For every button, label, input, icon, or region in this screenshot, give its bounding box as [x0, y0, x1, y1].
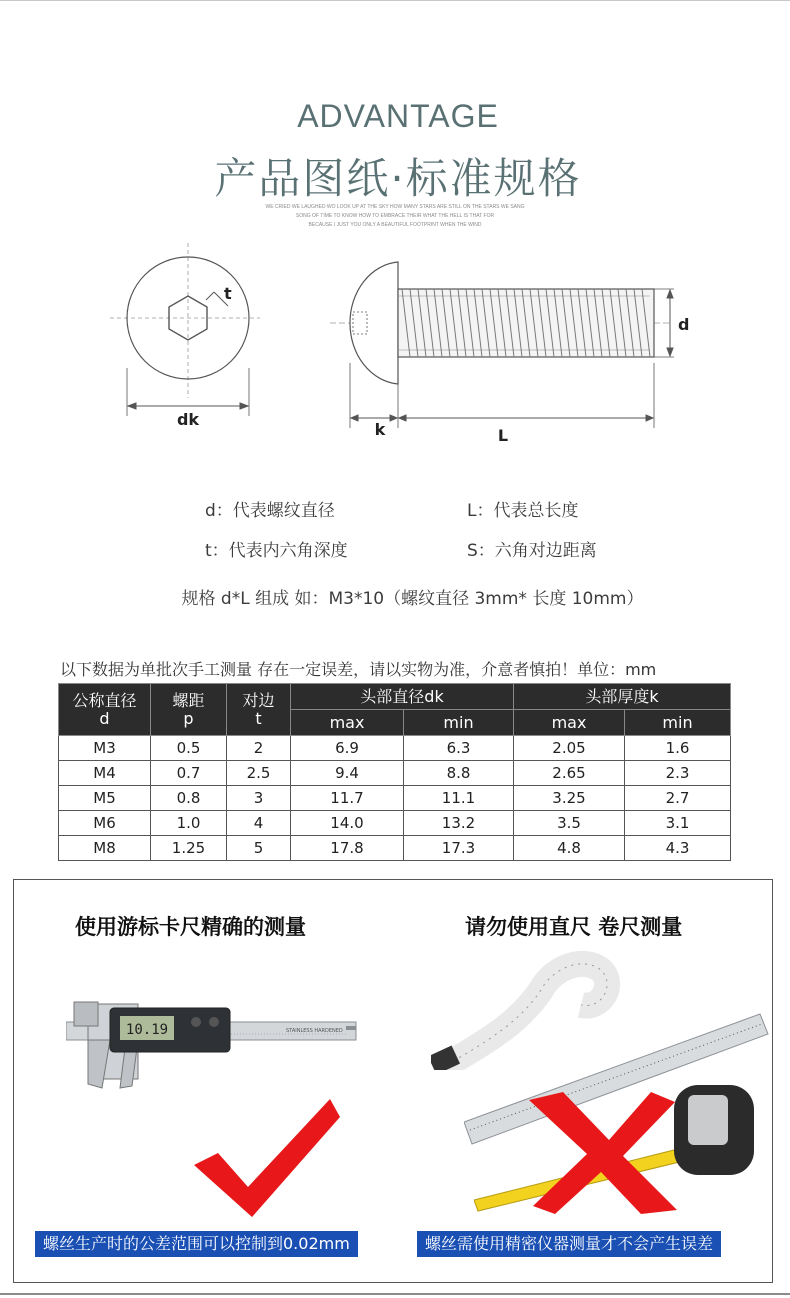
cell: 0.8	[151, 786, 227, 811]
header-min: min	[625, 710, 731, 736]
cell: 0.5	[151, 736, 227, 761]
cell: 11.1	[404, 786, 514, 811]
cell: M3	[59, 736, 151, 761]
cell: 1.6	[625, 736, 731, 761]
screw-drawing	[110, 238, 700, 448]
subtitle-line: BECAUSE I JUST YOU ONLY A BEAUTIFUL FOOTPRINT WHEN THE WIND	[308, 222, 482, 228]
subtitle-line: WE CRIED WE LAUGHED WO LOOK UP AT THE SKY HOW MANY STARS ARE STILL ON THE STARS WE SANG	[265, 204, 525, 210]
cell: 3.25	[514, 786, 625, 811]
cell: 2.5	[227, 761, 291, 786]
table-header-row	[59, 684, 731, 710]
label-L: L	[497, 426, 509, 445]
header-nominal-diameter: 公称直径 d	[59, 684, 151, 736]
table-row	[59, 836, 731, 861]
header-min: min	[404, 710, 514, 736]
cell: 8.8	[404, 761, 514, 786]
screw-side-view	[330, 262, 674, 428]
precision-banner: 螺丝需使用精密仪器测量才不会产生误差	[417, 1231, 721, 1257]
table-row	[59, 786, 731, 811]
title-cn: 产品图纸·标准规格	[214, 154, 582, 203]
cell: 2	[227, 736, 291, 761]
top-divider	[0, 0, 790, 1]
legend-t: t：代表内六角深度	[205, 541, 348, 561]
header-head-thickness: 头部厚度k	[514, 684, 731, 710]
head-top-view	[110, 243, 260, 416]
cell: M8	[59, 836, 151, 861]
spec-example: 规格 d*L 组成 如：M3*10（螺纹直径 3mm* 长度 10mm）	[181, 589, 644, 609]
caliper-display: 10.19	[125, 1022, 169, 1038]
header-across-flats: 对边 t	[227, 684, 291, 736]
cell: 17.3	[404, 836, 514, 861]
legend-L: L：代表总长度	[467, 501, 579, 521]
cell: 2.65	[514, 761, 625, 786]
label-k: k	[374, 420, 386, 439]
table-row	[59, 761, 731, 786]
cell: 4.3	[625, 836, 731, 861]
table-row	[59, 736, 731, 761]
legend-d: d：代表螺纹直径	[205, 501, 335, 521]
cell: 3.5	[514, 811, 625, 836]
wrong-method-title: 请勿使用直尺 卷尺测量	[465, 915, 683, 939]
header-head-diameter: 头部直径dk	[291, 684, 514, 710]
label-d: d	[678, 315, 690, 334]
bottom-divider	[0, 1293, 790, 1295]
header-max: max	[514, 710, 625, 736]
cross-icon	[529, 1092, 679, 1214]
cell: 17.8	[291, 836, 404, 861]
tolerance-banner: 螺丝生产时的公差范围可以控制到0.02mm	[35, 1231, 358, 1257]
cell: 4	[227, 811, 291, 836]
label-t: t	[224, 284, 232, 303]
cell: 6.9	[291, 736, 404, 761]
title-en: ADVANTAGE	[297, 98, 499, 134]
correct-method-title: 使用游标卡尺精确的测量	[75, 915, 306, 939]
cell: 2.7	[625, 786, 731, 811]
cell: M4	[59, 761, 151, 786]
legend-S: S：六角对边距离	[467, 541, 597, 561]
cell: 14.0	[291, 811, 404, 836]
subtitle-line: SONG OF TIME TO KNOW HOW TO EMBRACE THEIR WHAT THE HELL IS THAT FOR	[295, 213, 495, 219]
cell: 2.3	[625, 761, 731, 786]
cell: 2.05	[514, 736, 625, 761]
cell: 4.8	[514, 836, 625, 861]
header-pitch: 螺距 p	[151, 684, 227, 736]
cell: 5	[227, 836, 291, 861]
cell: 0.7	[151, 761, 227, 786]
subtitle	[250, 203, 540, 230]
cell: 3	[227, 786, 291, 811]
cell: 3.1	[625, 811, 731, 836]
cell: 9.4	[291, 761, 404, 786]
header-max: max	[291, 710, 404, 736]
cell: M5	[59, 786, 151, 811]
cell: 6.3	[404, 736, 514, 761]
cell: 1.25	[151, 836, 227, 861]
cell: 11.7	[291, 786, 404, 811]
measurement-panel	[13, 879, 773, 1283]
label-dk: dk	[176, 410, 200, 429]
cell: M6	[59, 811, 151, 836]
measurement-note: 以下数据为单批次手工测量 存在一定误差，请以实物为准，介意者慎拍！单位：mm	[60, 660, 657, 679]
spec-table	[58, 683, 731, 861]
table-row	[59, 811, 731, 836]
caliper-engraving: STAINLESS HARDENED	[286, 1028, 343, 1034]
caliper-illustration	[66, 992, 366, 1102]
cell: 1.0	[151, 811, 227, 836]
cell: 13.2	[404, 811, 514, 836]
check-icon	[190, 1095, 345, 1220]
